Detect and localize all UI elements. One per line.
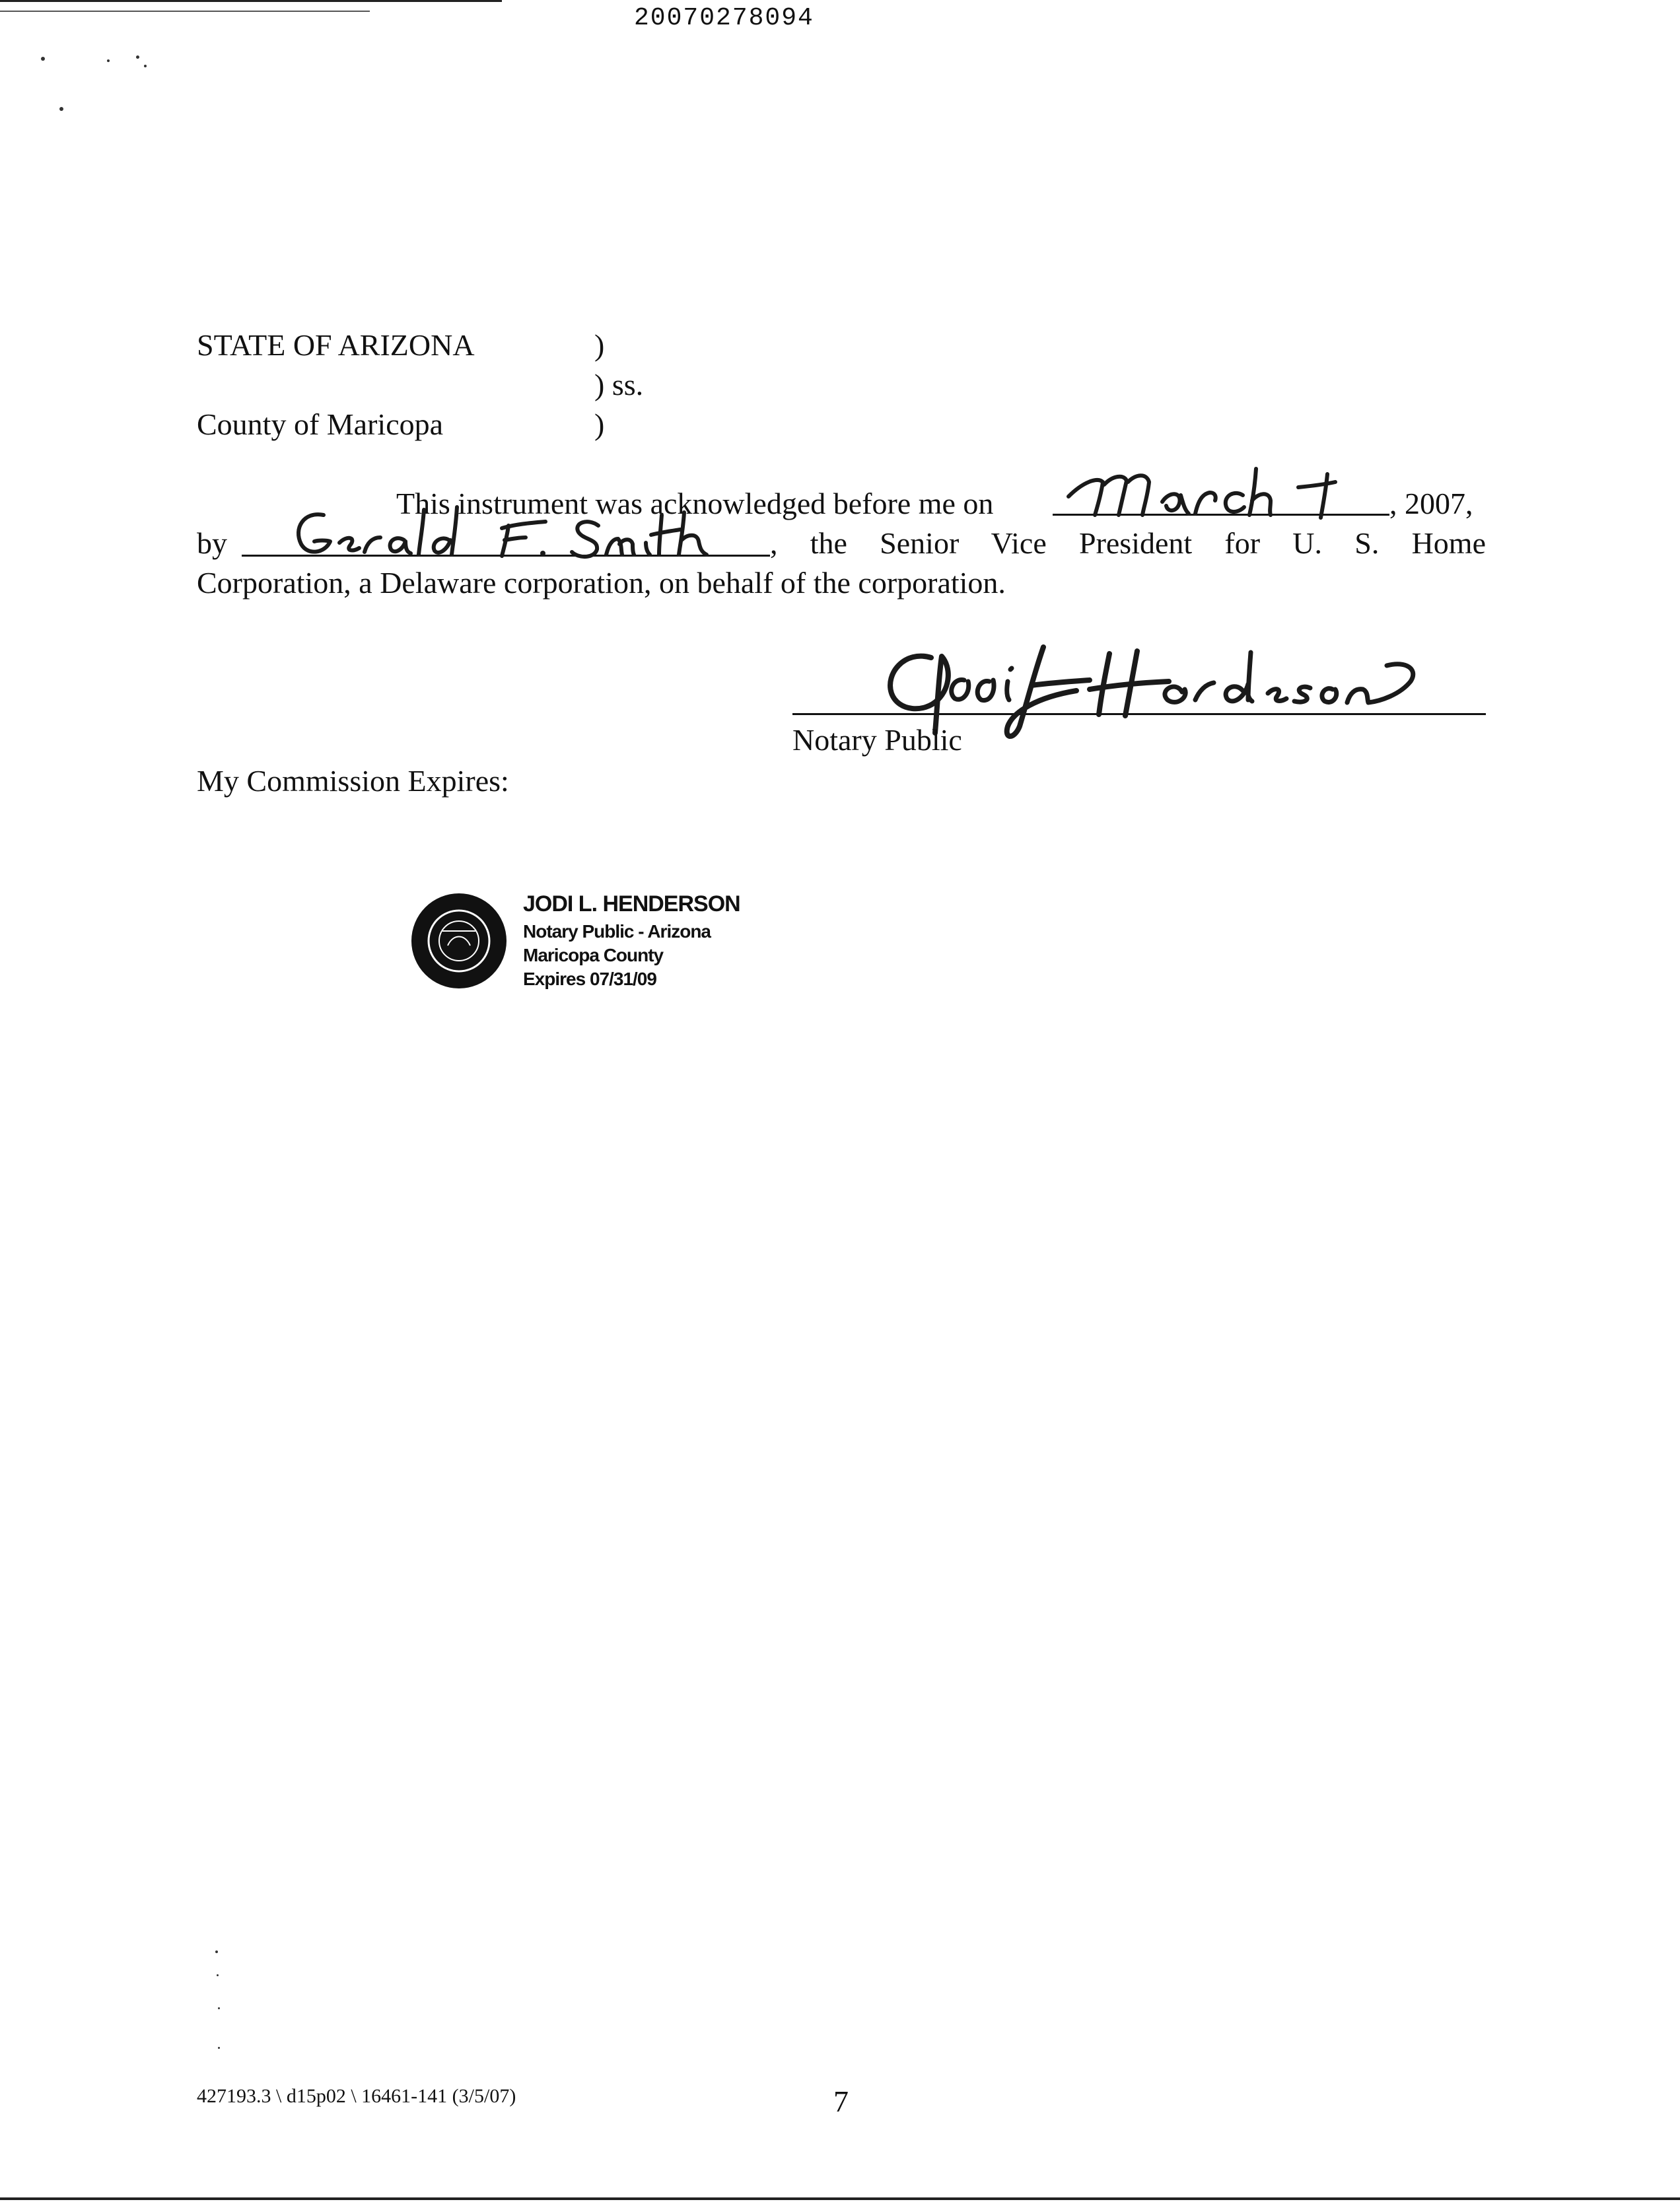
scan-speck (217, 1974, 219, 1976)
scan-speck (41, 57, 45, 61)
seal-name: JODI L. HENDERSON (523, 891, 740, 916)
top-border-line (0, 0, 502, 2)
scan-speck (136, 55, 139, 59)
footer-document-id: 427193.3 \ d15p02 \ 16461-141 (3/5/07) (197, 2085, 516, 2107)
year-text: , 2007, (1389, 487, 1473, 520)
bottom-border-line (0, 2197, 1680, 2200)
by-label: by (197, 526, 227, 560)
state-label: STATE OF ARIZONA (197, 328, 475, 362)
venue-paren-3: ) (594, 407, 605, 441)
venue-paren-1: ) (594, 328, 605, 362)
notary-seal-text-block (522, 891, 759, 1004)
handwritten-date (1063, 462, 1354, 522)
seal-county: Maricopa County (523, 945, 664, 965)
ss-label: ) ss. (594, 368, 644, 401)
notary-seal-emblem (409, 891, 508, 990)
county-label: County of Maricopa (197, 407, 444, 441)
notary-signature (878, 634, 1459, 753)
scan-speck (107, 59, 110, 62)
scan-speck (215, 1950, 218, 1953)
recording-number: 20070278094 (634, 4, 814, 32)
scan-speck (218, 2007, 220, 2009)
handwritten-signer-name (284, 502, 746, 565)
seal-expires: Expires 07/31/09 (523, 969, 656, 989)
notary-public-label: Notary Public (792, 723, 962, 757)
seal-title: Notary Public - Arizona (523, 921, 711, 942)
scan-speck (59, 107, 63, 111)
corporation-line: Corporation, a Delaware corporation, on behalf of the corporation. (197, 566, 1006, 600)
commission-expires-label: My Commission Expires: (197, 764, 509, 798)
scan-speck (144, 65, 147, 67)
scan-speck (218, 2047, 220, 2049)
page-number: 7 (833, 2085, 849, 2118)
title-line: , the Senior Vice President for U. S. Home (770, 526, 1486, 560)
top-border-line-2 (0, 11, 370, 12)
acknowledgment-intro: This instrument was acknowledged before me on (396, 487, 994, 520)
